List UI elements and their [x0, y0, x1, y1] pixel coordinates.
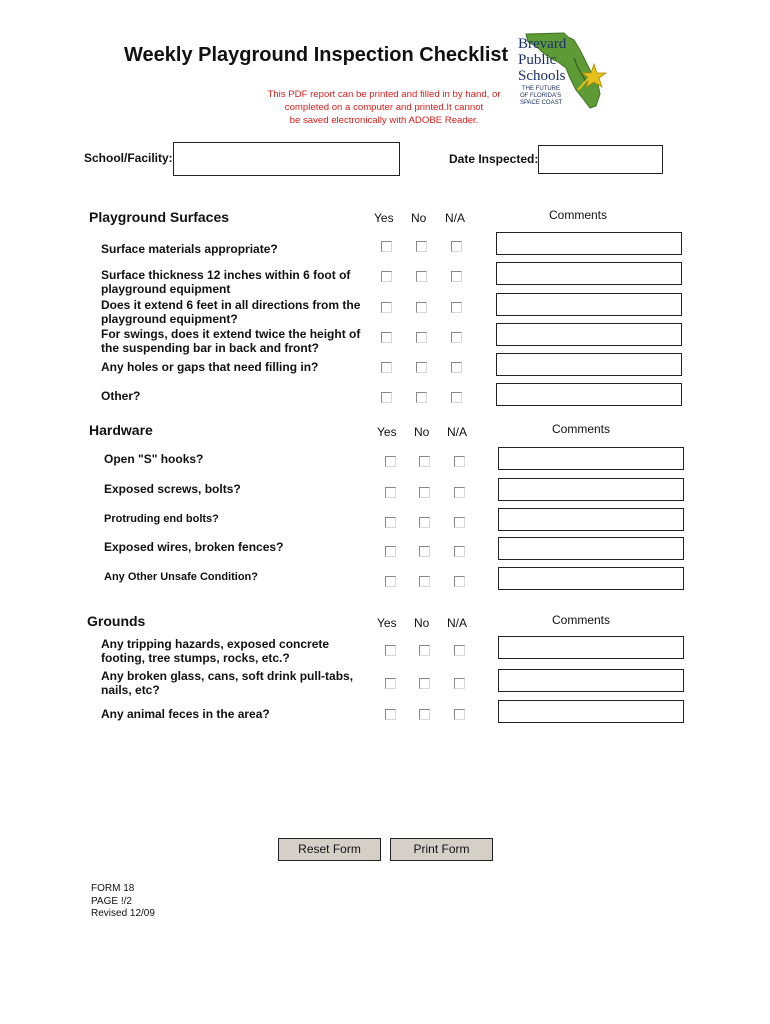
- revision-date: Revised 12/09: [91, 908, 155, 919]
- svg-text:THE FUTURE: THE FUTURE: [522, 86, 560, 92]
- comment-input[interactable]: [498, 567, 684, 590]
- checkbox-no[interactable]: [416, 302, 427, 313]
- checkbox-yes[interactable]: [385, 709, 396, 720]
- checkbox-no[interactable]: [416, 271, 427, 282]
- checkbox-na[interactable]: [451, 302, 462, 313]
- comment-input[interactable]: [496, 323, 682, 346]
- comment-input[interactable]: [496, 293, 682, 316]
- form-footer: [91, 883, 155, 921]
- checkbox-no[interactable]: [419, 456, 430, 467]
- checkbox-na[interactable]: [454, 645, 465, 656]
- checkbox-na[interactable]: [454, 576, 465, 587]
- comment-input[interactable]: [498, 669, 684, 692]
- column-header-na: N/A: [445, 211, 466, 225]
- checkbox-no[interactable]: [419, 645, 430, 656]
- svg-text:SPACE COAST: SPACE COAST: [520, 100, 563, 106]
- checkbox-no[interactable]: [419, 576, 430, 587]
- checkbox-yes[interactable]: [385, 456, 396, 467]
- comment-input[interactable]: [498, 537, 684, 560]
- checkbox-na[interactable]: [454, 546, 465, 557]
- checklist-question: Any Other Unsafe Condition?: [104, 571, 258, 583]
- column-header-no: No: [414, 616, 430, 630]
- checkbox-na[interactable]: [451, 332, 462, 343]
- checkbox-yes[interactable]: [385, 546, 396, 557]
- checkbox-no[interactable]: [416, 362, 427, 373]
- checkbox-no[interactable]: [419, 546, 430, 557]
- checklist-question: Protruding end bolts?: [104, 513, 219, 525]
- checkbox-na[interactable]: [454, 456, 465, 467]
- checkbox-no[interactable]: [416, 332, 427, 343]
- brevard-logo: [514, 28, 610, 114]
- checklist-question: Open "S" hooks?: [104, 452, 204, 466]
- checkbox-no[interactable]: [419, 678, 430, 689]
- checklist-question: Exposed wires, broken fences?: [104, 540, 284, 554]
- column-header-no: No: [414, 425, 430, 439]
- checklist-question: Any animal feces in the area?: [101, 707, 270, 721]
- checkbox-yes[interactable]: [385, 645, 396, 656]
- checkbox-yes[interactable]: [381, 392, 392, 403]
- comment-input[interactable]: [496, 232, 682, 255]
- svg-text:OF FLORIDA'S: OF FLORIDA'S: [520, 93, 562, 99]
- checkbox-yes[interactable]: [385, 678, 396, 689]
- checkbox-na[interactable]: [454, 678, 465, 689]
- column-header-na: N/A: [447, 425, 468, 439]
- checkbox-yes[interactable]: [385, 576, 396, 587]
- checkbox-na[interactable]: [451, 362, 462, 373]
- section-title: Grounds: [87, 613, 146, 629]
- notice-text: This PDF report can be printed and filled in by hand, or completed on a computer and printed.It cannot be saved electronically with ADOBE Reader.: [267, 89, 501, 126]
- column-header-no: No: [411, 211, 427, 225]
- svg-text:Schools: Schools: [518, 68, 566, 84]
- checkbox-no[interactable]: [416, 241, 427, 252]
- checkbox-yes[interactable]: [385, 517, 396, 528]
- comment-input[interactable]: [496, 353, 682, 376]
- checklist-question: Any holes or gaps that need filling in?: [101, 360, 319, 374]
- date-inspected-label: Date Inspected:: [449, 152, 539, 166]
- column-header-na: N/A: [447, 616, 468, 630]
- reset-form-button[interactable]: Reset Form: [278, 838, 381, 861]
- checkbox-na[interactable]: [454, 517, 465, 528]
- checklist-question: Surface thickness 12 inches within 6 foot of playground equipment: [101, 268, 351, 296]
- page-title: Weekly Playground Inspection Checklist: [124, 44, 509, 66]
- checkbox-no[interactable]: [419, 517, 430, 528]
- checklist-question: Surface materials appropriate?: [101, 242, 278, 256]
- column-header-comments: Comments: [552, 613, 611, 627]
- column-header-yes: Yes: [377, 425, 397, 439]
- svg-text:Brevard: Brevard: [518, 36, 567, 52]
- checklist-question: Any tripping hazards, exposed concrete footing, tree stumps, rocks, etc.?: [101, 637, 330, 665]
- checkbox-yes[interactable]: [381, 302, 392, 313]
- print-form-button[interactable]: Print Form: [390, 838, 493, 861]
- checkbox-na[interactable]: [451, 241, 462, 252]
- checkbox-yes[interactable]: [385, 487, 396, 498]
- checkbox-na[interactable]: [454, 487, 465, 498]
- column-header-yes: Yes: [374, 211, 394, 225]
- checkbox-yes[interactable]: [381, 241, 392, 252]
- checkbox-no[interactable]: [416, 392, 427, 403]
- svg-text:Public: Public: [518, 52, 557, 68]
- comment-input[interactable]: [498, 700, 684, 723]
- section-title: Playground Surfaces: [89, 209, 230, 225]
- date-inspected-input[interactable]: [538, 145, 663, 174]
- school-facility-input[interactable]: [173, 142, 400, 176]
- checkbox-no[interactable]: [419, 709, 430, 720]
- checklist-question: For swings, does it extend twice the height of the suspending bar in back and front?: [101, 327, 361, 355]
- checklist-question: Other?: [101, 389, 141, 403]
- comment-input[interactable]: [498, 508, 684, 531]
- comment-input[interactable]: [496, 262, 682, 285]
- column-header-comments: Comments: [549, 208, 608, 222]
- checklist-question: Any broken glass, cans, soft drink pull-tabs, nails, etc?: [101, 669, 354, 697]
- page-number: PAGE !/2: [91, 895, 132, 907]
- form-number: FORM 18: [91, 883, 135, 894]
- comment-input[interactable]: [498, 636, 684, 659]
- checklist-question: Does it extend 6 feet in all directions from the playground equipment?: [101, 298, 361, 326]
- school-facility-label: School/Facility:: [84, 151, 173, 165]
- checkbox-no[interactable]: [419, 487, 430, 498]
- column-header-yes: Yes: [377, 616, 397, 630]
- checklist-question: Exposed screws, bolts?: [104, 482, 241, 496]
- section-title: Hardware: [89, 422, 153, 438]
- comment-input[interactable]: [498, 478, 684, 501]
- checkbox-yes[interactable]: [381, 332, 392, 343]
- checkbox-yes[interactable]: [381, 362, 392, 373]
- checkbox-na[interactable]: [454, 709, 465, 720]
- checkbox-yes[interactable]: [381, 271, 392, 282]
- checkbox-na[interactable]: [451, 392, 462, 403]
- comment-input[interactable]: [496, 383, 682, 406]
- checkbox-na[interactable]: [451, 271, 462, 282]
- column-header-comments: Comments: [552, 422, 611, 436]
- comment-input[interactable]: [498, 447, 684, 470]
